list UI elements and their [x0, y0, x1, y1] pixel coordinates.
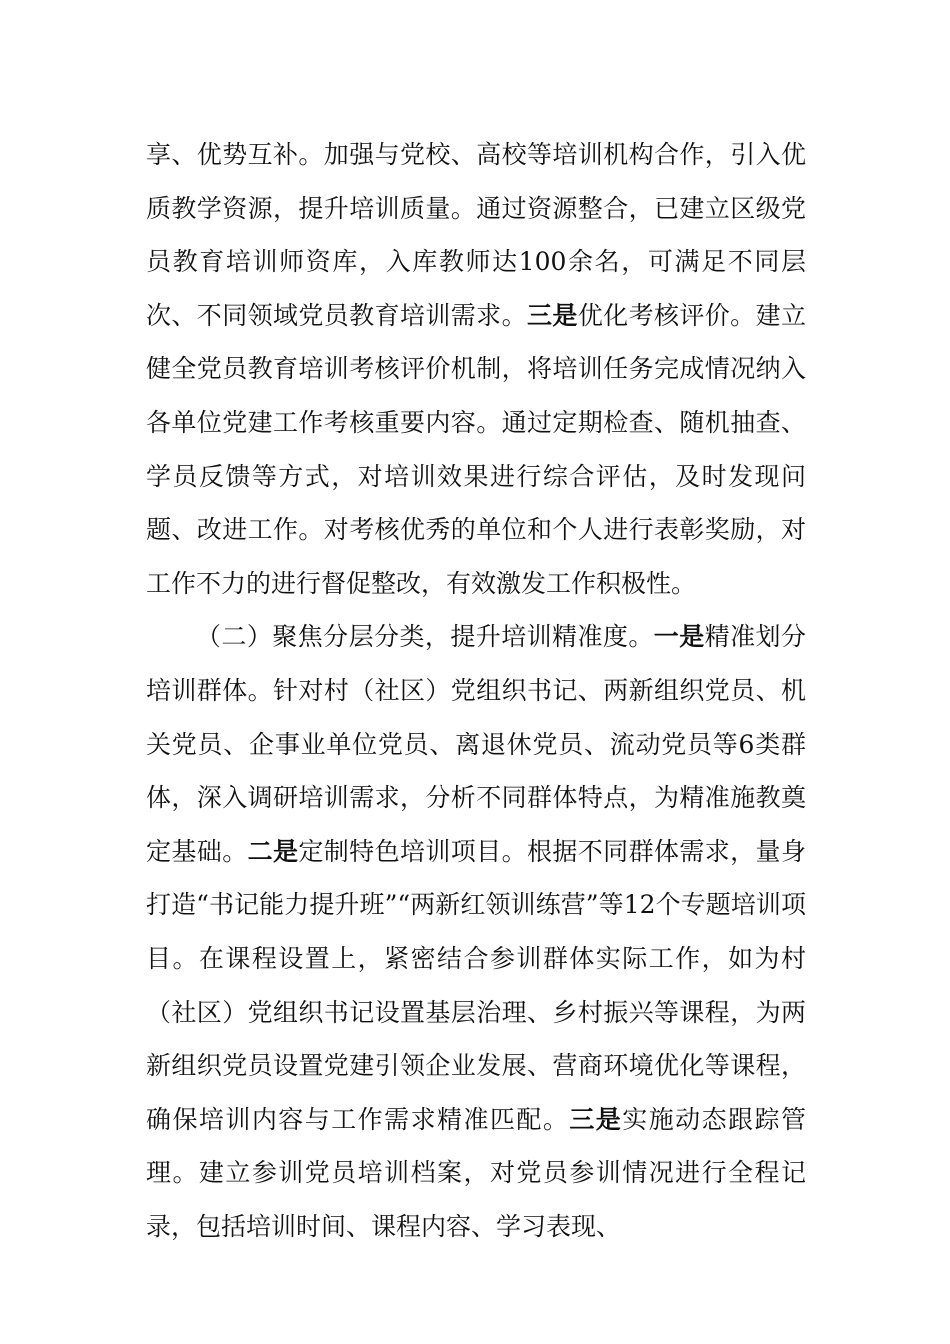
- bold-lead-two: 二是: [247, 836, 299, 866]
- bold-lead-three: 三是: [569, 1104, 623, 1134]
- bold-lead-three: 三是: [526, 300, 578, 330]
- paragraph-section-two: [146, 610, 806, 1253]
- text-run: 定制特色培训项目。根据不同群体需求，量身打造“书记能力提升班”“两新红领训练营”等12个专题培训项目。在课程设置上，紧密结合参训群体实际工作，如为村（社区）党组织书记设置基层治理、乡村振兴等课程，为两新组织党员设置党建引领企业发展、营商环境优化等课程，确保培训内容与工作需求精准匹配。: [146, 836, 806, 1134]
- text-run: 实施动态跟踪管理。建立参训党员培训档案，对党员参训情况进行全程记录，包括培训时间、课程内容、学习表现、: [146, 1104, 806, 1241]
- section-heading: （二）聚焦分层分类，提升培训精准度。: [196, 622, 654, 652]
- paragraph-continuation: [146, 128, 806, 610]
- text-run: 精准划分培训群体。针对村（社区）党组织书记、两新组织党员、机关党员、企事业单位党员、离退休党员、流动党员等6类群体，深入调研培训需求，分析不同群体特点，为精准施教奠定基础。: [146, 622, 806, 866]
- bold-lead-one: 一是: [653, 622, 705, 652]
- body-text: [146, 128, 806, 1253]
- text-run: 优化考核评价。建立健全党员教育培训考核评价机制，将培训任务完成情况纳入各单位党建工作考核重要内容。通过定期检查、随机抽查、学员反馈等方式，对培训效果进行综合评估，及时发现问题、改进工作。对考核优秀的单位和个人进行表彰奖励，对工作不力的进行督促整改，有效激发工作积极性。: [146, 300, 806, 598]
- text-run: 享、优势互补。加强与党校、高校等培训机构合作，引入优质教学资源，提升培训质量。通过资源整合，已建立区级党员教育培训师资库，入库教师达100余名，可满足不同层次、不同领域党员教育培训需求。: [146, 140, 806, 330]
